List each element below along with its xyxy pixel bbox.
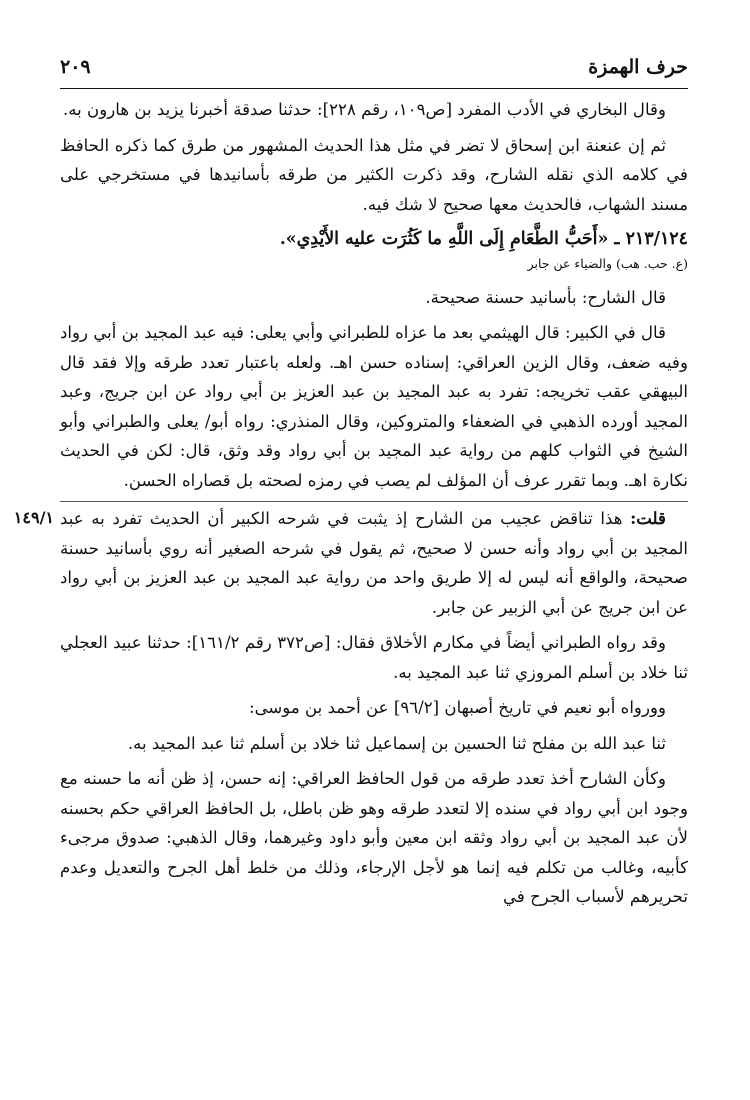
paragraph-tabarani: وقد رواه الطبراني أيضاً في مكارم الأخلاق فقال: [ص٣٧٢ رقم ١٦١/٢]: حدثنا عبيد العجلي ثنا خلاد بن أسلم المروزي ثنا عبد المجيد به. xyxy=(60,633,688,682)
qultu-label: قلت: xyxy=(630,508,666,528)
paragraph-sharih: قال الشارح: بأسانيد حسنة صحيحة. xyxy=(425,287,666,307)
paragraph-isnad: ثنا عبد الله بن مفلح ثنا الحسين بن إسماعيل ثنا خلاد بن أسلم ثنا عبد المجيد به. xyxy=(127,733,666,753)
page-body xyxy=(60,89,688,912)
chapter-title: حرف الهمزة xyxy=(588,56,688,78)
paragraph-ibn-ishaq: ثم إن عنعنة ابن إسحاق لا تضر في مثل هذا الحديث المشهور من طرق كما ذكره الحافظ في كلامه الذي نقله الشارح، وقد ذكرت الكثير من طرقه بأسانيدها في مستخرجي على مسند الشهاب، فالحديث معها صحيح لا شك فيه. xyxy=(60,135,688,214)
book-page xyxy=(60,56,688,1086)
hadith-text: ٢١٣/١٢٤ ـ «أَحَبُّ الطَّعَامِ إِلَى اللَّهِ ما كَثُرَت عليه الأَيْدِي». xyxy=(279,229,688,249)
manuscript-folio-reference: ١٤٩/١ xyxy=(13,508,54,527)
paragraph-abu-nuaym: وورواه أبو نعيم في تاريخ أصبهان [٩٦/٢] عن أحمد بن موسى: xyxy=(248,698,666,717)
paragraph-qultu xyxy=(60,501,688,622)
qultu-text: هذا تناقض عجيب من الشارح إذ يثبت في شرحه الكبير أن الحديث تفرد به عبد المجيد بن أبي رواد وأنه حسن لا صحيح، ثم يقول في شرحه الصغير أنه روي بأسانيد حسنة صحيحة، والواقع أنه ليس له إلا طريق واحد من رواية عبد المجيد بن عبد العزيز بن أبي رواد عن ابن جريج عن أبي الزبير عن جابر. xyxy=(60,509,688,617)
hadith-sources: (ع. حب. هب) والضياء عن جابر xyxy=(527,255,688,271)
paragraph-bukhari: وقال البخاري في الأدب المفرد [ص١٠٩، رقم ٢٢٨]: حدثنا صدقة أخبرنا يزيد بن هارون به. xyxy=(62,100,666,119)
page-number: ٢٠٩ xyxy=(60,56,91,78)
paragraph-kabir: قال في الكبير: قال الهيثمي بعد ما عزاه للطبراني وأبي يعلى: فيه عبد المجيد بن أبي رواد وفيه ضعف، وقال الزين العراقي: إسناده حسن اهـ. ولعله باعتبار تعدد طرقه وإلا فقد قال البيهقي عقب تخريجه: تفرد به عبد المجيد بن عبد العزيز بن أبي رواد عن ابن جريج، وعبد المجيد أورده الذهبي في الضعفاء والمتروكين، وقال المنذري: رواه أبو/ يعلى والطبراني وأبو الشيخ في الثواب كلهم من رواية عبد المجيد بن أبي رواد وقد وثق، قال: لكن في الحديث نكارة اهـ. وبما تقرر عرف أن المؤلف لم يصب في رمزه لصحته بل قصاراه الحسن. xyxy=(60,323,688,490)
running-header xyxy=(60,56,688,89)
paragraph-iraqi: وكأن الشارح أخذ تعدد طرقه من قول الحافظ العراقي: إنه حسن، إذ ظن أنه ما حسنه مع وجود ابن أبي رواد في سنده إلا لتعدد طرقه وهو ظن باطل، بل الحافظ العراقي حكم بحسنه لأن عبد المجيد بن أبي رواد وثقه ابن معين وأبو داود وغيرهما، وقال الذهبي: صدوق مرجىء كأبيه، وغالب من تكلم فيه إنما هو لأجل الإرجاء، وذلك من خلط أهل الجرح والتعديل وعدم تحريرهم لأسباب الجرح في xyxy=(60,769,688,906)
